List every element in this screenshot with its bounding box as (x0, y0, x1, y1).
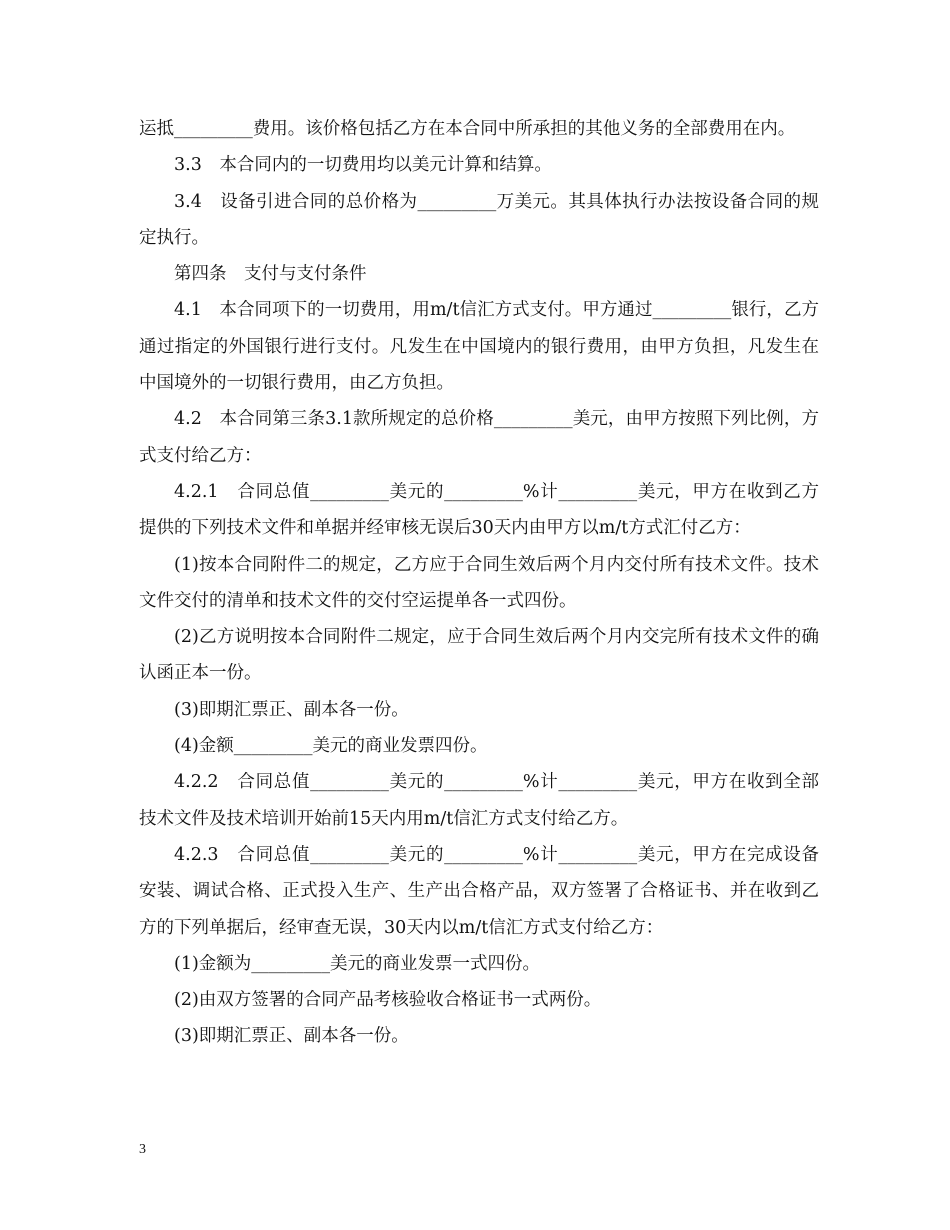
list-item-4-2-1-3: (3)即期汇票正、副本各一份。 (174, 699, 409, 720)
list-item-4-2-1-1: (1)按本合同附件二的规定，乙方应于合同生效后两个月内交付所有技术文件。技术文件交付的清单和技术文件的交付空运提单各一式四份。 (139, 554, 819, 611)
paragraph-3-3: 3.3 本合同内的一切费用均以美元计算和结算。 (174, 155, 552, 176)
list-item-4-2-3-1: (1)金额为_________美元的商业发票一式四份。 (174, 953, 541, 974)
document-body (139, 111, 819, 1055)
paragraph-4-2-1: 4.2.1 合同总值_________美元的_________%计_________美元，甲方在收到乙方提供的下列技术文件和单据并经审核无误后30天内由甲方以m/t方式汇付乙方： (139, 481, 819, 539)
list-item-4-2-3-3: (3)即期汇票正、副本各一份。 (174, 1026, 409, 1047)
paragraph-4-1: 4.1 本合同项下的一切费用，用m/t信汇方式支付。甲方通过_________银行，乙方通过指定的外国银行进行支付。凡发生在中国境内的银行费用，由甲方负担，凡发生在中国境外的一切银行费用，由乙方负担。 (139, 300, 819, 394)
list-item-4-2-1-2: (2)乙方说明按本合同附件二规定，应于合同生效后两个月内交完所有技术文件的确认函正本一份。 (139, 627, 819, 684)
paragraph-3-4: 3.4 设备引进合同的总价格为_________万美元。其具体执行办法按设备合同的规定执行。 (139, 191, 819, 248)
section-heading-article-4: 第四条 支付与支付条件 (174, 264, 367, 285)
list-item-4-2-1-4: (4)金额_________美元的商业发票四份。 (174, 736, 488, 757)
paragraph-4-2-3: 4.2.3 合同总值_________美元的_________%计_________美元，甲方在完成设备安装、调试合格、正式投入生产、生产出合格产品，双方签署了合格证书、并在收到乙方的下列单据后，经审查无误，30天内以m/t信汇方式支付给乙方： (139, 844, 819, 938)
paragraph-4-2-2: 4.2.2 合同总值_________美元的_________%计_________美元，甲方在收到全部技术文件及技术培训开始前15天内用m/t信汇方式支付给乙方。 (139, 772, 819, 829)
paragraph-price-scope: 运抵_________费用。该价格包括乙方在本合同中所承担的其他义务的全部费用在内。 (139, 119, 796, 139)
page-number: 3 (139, 1142, 146, 1157)
list-item-4-2-3-2: (2)由双方签署的合同产品考核验收合格证书一式两份。 (174, 990, 602, 1011)
paragraph-4-2: 4.2 本合同第三条3.1款所规定的总价格_________美元，由甲方按照下列比例，方式支付给乙方： (139, 409, 819, 466)
